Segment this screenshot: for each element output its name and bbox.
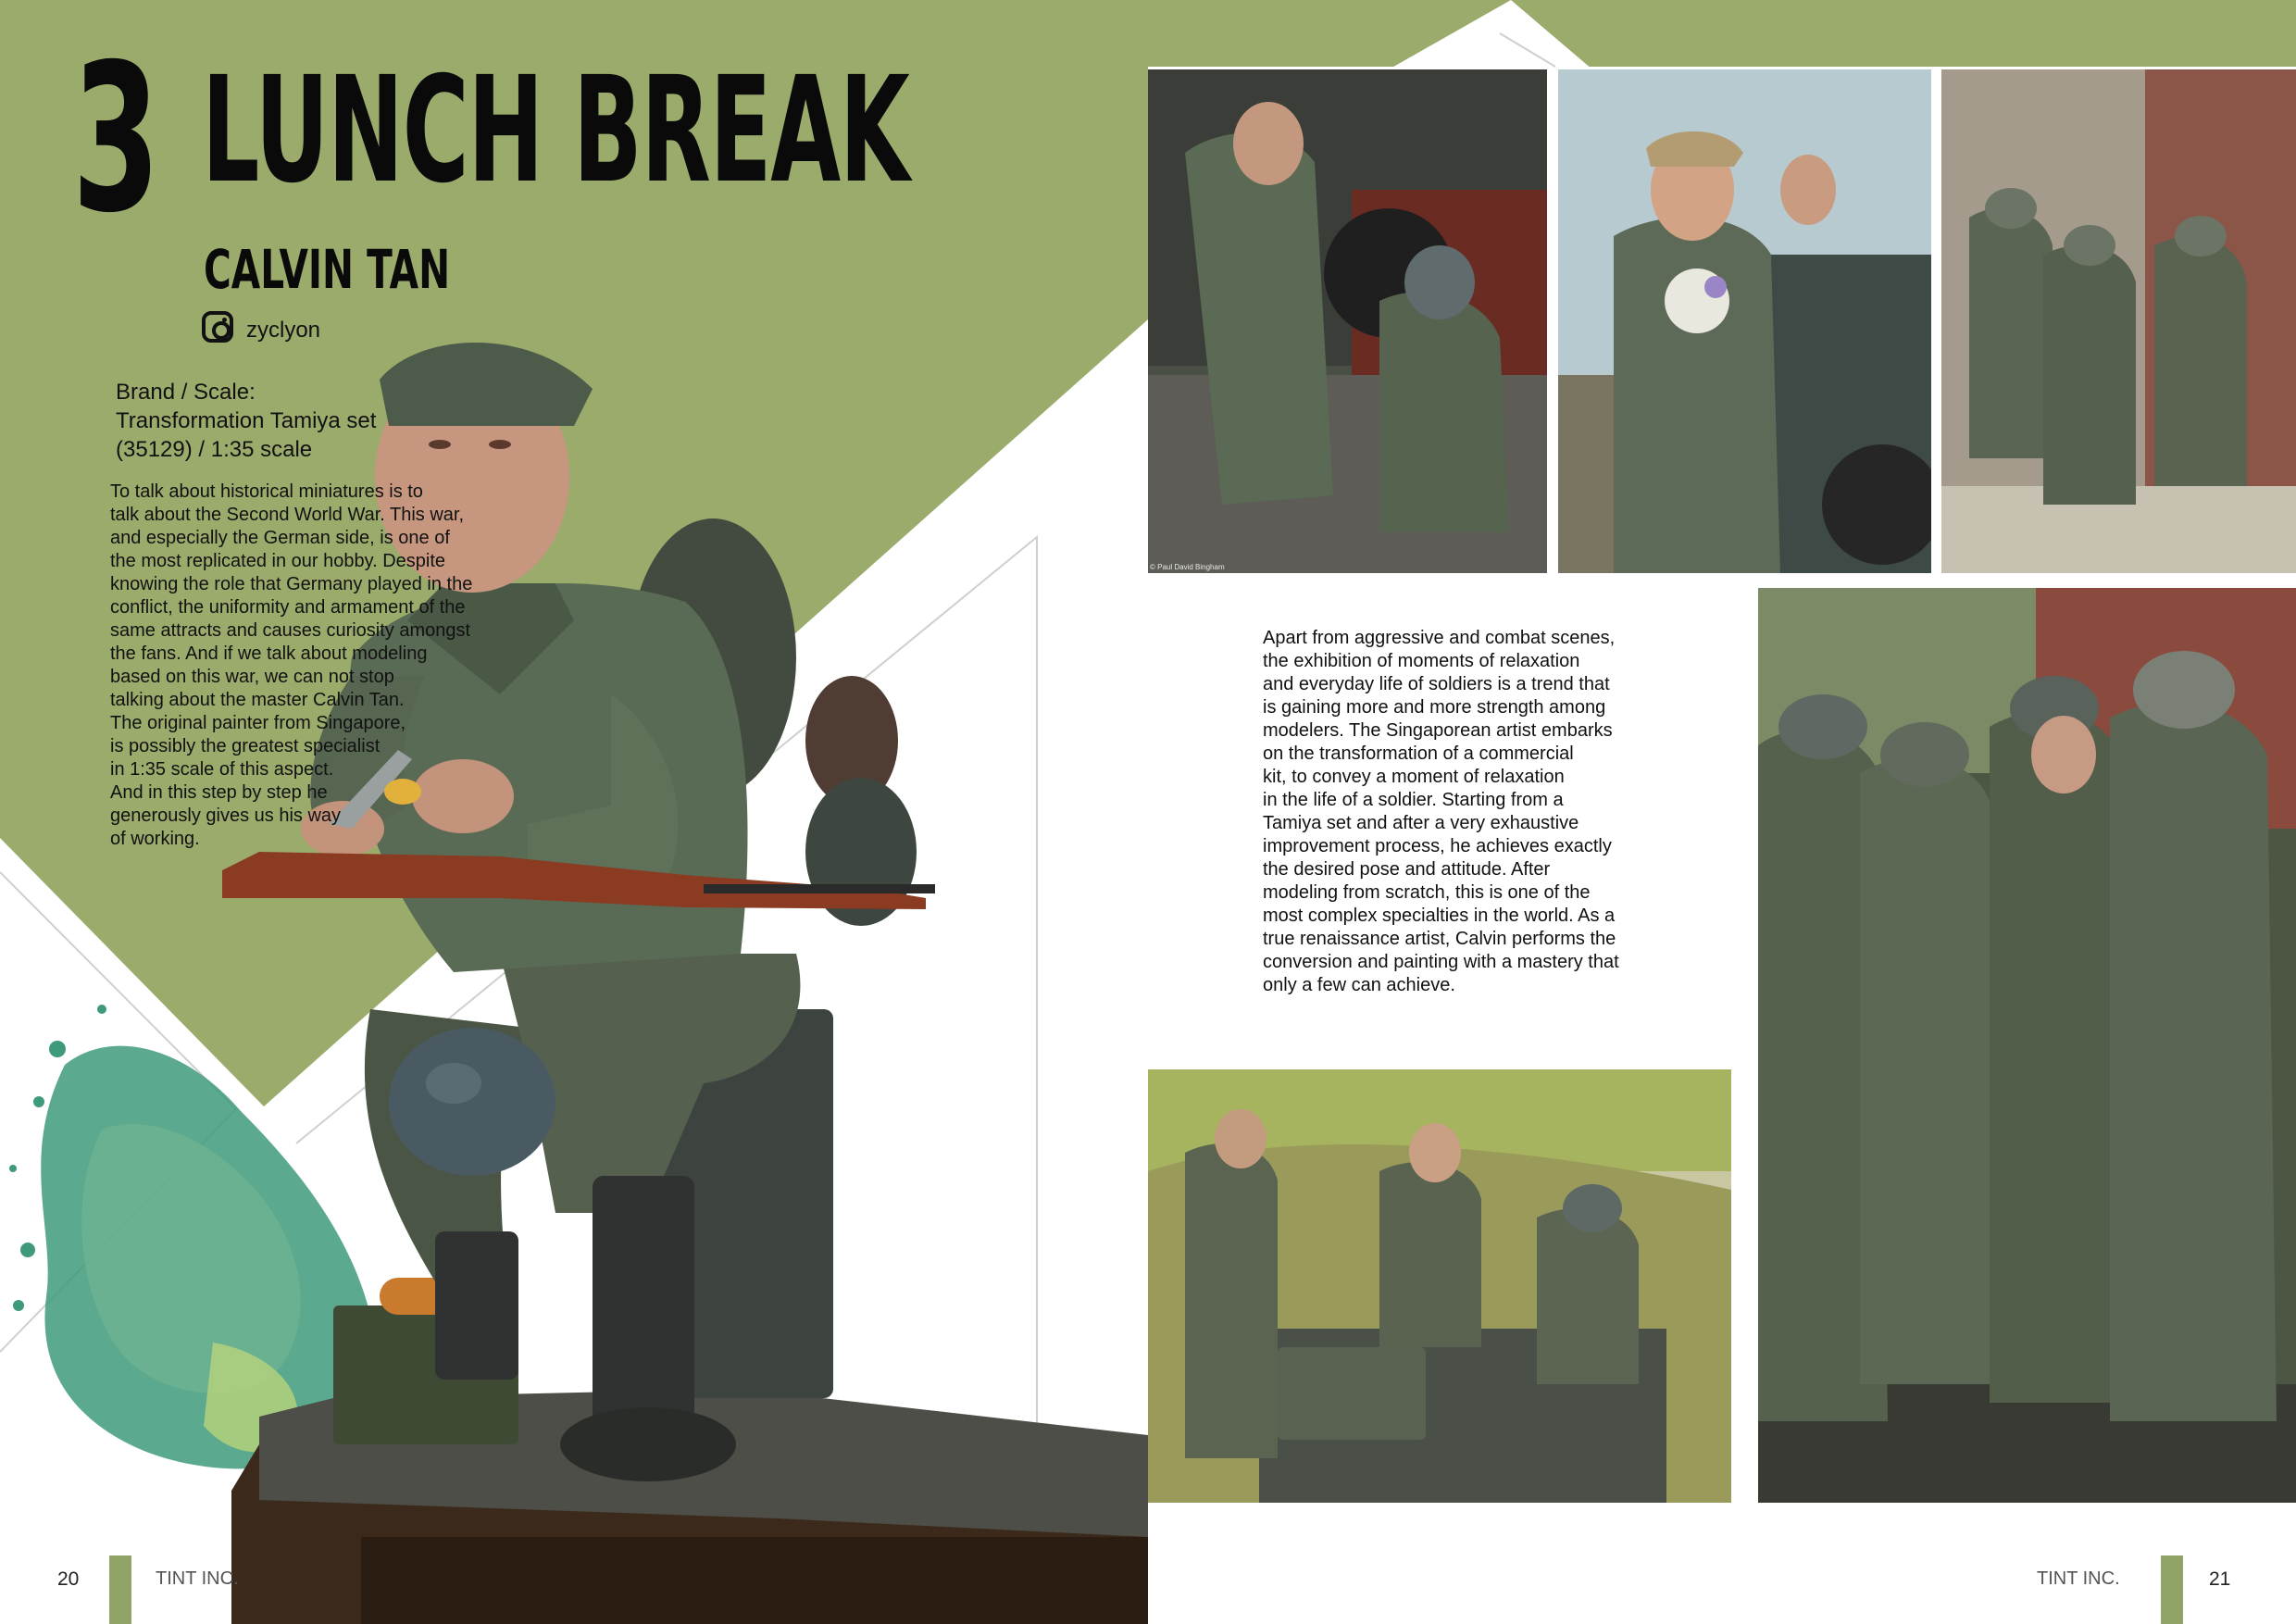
- text-line: Apart from aggressive and combat scenes,: [1263, 628, 1616, 648]
- text-line: the fans. And if we talk about modeling: [110, 643, 428, 664]
- text-line: only a few can achieve.: [1263, 975, 1455, 995]
- footer-bar-right: [2161, 1555, 2183, 1624]
- text-line: of working.: [110, 829, 200, 849]
- author-name: CALVIN TAN: [204, 238, 451, 301]
- text-line: And in this step by step he: [110, 782, 328, 803]
- text-line: true renaissance artist, Calvin performs the: [1263, 929, 1616, 949]
- text-line: on the transformation of a commercial: [1263, 743, 1574, 764]
- text-line: and everyday life of soldiers is a trend that: [1263, 674, 1610, 694]
- text-line: same attracts and causes curiosity amongst: [110, 620, 471, 641]
- description-paragraph: [1263, 627, 1744, 997]
- text-line: talking about the master Calvin Tan.: [110, 690, 405, 710]
- magazine-name-right: TINT INC.: [2037, 1568, 2120, 1589]
- text-line: most complex specialties in the world. As a: [1263, 906, 1616, 926]
- text-line: talk about the Second World War. This war,: [110, 505, 465, 525]
- brand-scale-info: [116, 378, 468, 464]
- article-title: LUNCH BREAK: [202, 45, 909, 216]
- text-line: modelers. The Singaporean artist embarks: [1263, 720, 1613, 741]
- page-number-right: 21: [2209, 1568, 2231, 1590]
- text-line: generously gives us his way: [110, 806, 342, 826]
- green-band-shape: [1148, 0, 2296, 67]
- text-line: the most replicated in our hobby. Despite: [110, 551, 446, 571]
- brand-scale-value: (35129) / 1:35 scale: [116, 437, 313, 462]
- brand-scale-kit: Transformation Tamiya set: [116, 408, 377, 433]
- photo-soldiers-wall: [1941, 69, 2296, 573]
- text-line: and especially the German side, is one of: [110, 528, 450, 548]
- text-line: is gaining more and more strength among: [1263, 697, 1606, 718]
- text-line: To talk about historical miniatures is to: [110, 481, 423, 502]
- instagram-handle[interactable]: zyclyon: [246, 318, 321, 343]
- text-line: Tamiya set and after a very exhaustive: [1263, 813, 1579, 833]
- photo-soldiers-train: [1148, 69, 1547, 573]
- text-line: based on this war, we can not stop: [110, 667, 394, 687]
- photo-soldier-flowers: [1558, 69, 1931, 573]
- text-line: conversion and painting with a mastery that: [1263, 952, 1619, 972]
- instagram-icon: [202, 311, 233, 343]
- text-line: the desired pose and attitude. After: [1263, 859, 1551, 880]
- photo-soldiers-motorcycle: [1148, 1069, 1731, 1503]
- text-line: kit, to convey a moment of relaxation: [1263, 767, 1565, 787]
- magazine-name-left: TINT INC.: [156, 1568, 239, 1589]
- text-line: modeling from scratch, this is one of the: [1263, 882, 1591, 903]
- text-line: knowing the role that Germany played in the: [110, 574, 473, 594]
- photo-credit: © Paul David Bingham: [1150, 563, 1225, 571]
- text-line: The original painter from Singapore,: [110, 713, 406, 733]
- photo-soldiers-group: [1758, 588, 2296, 1503]
- text-line: in the life of a soldier. Starting from a: [1263, 790, 1564, 810]
- page-number-left: 20: [57, 1568, 80, 1590]
- text-line: the exhibition of moments of relaxation: [1263, 651, 1580, 671]
- text-line: in 1:35 scale of this aspect.: [110, 759, 334, 780]
- text-line: is possibly the greatest specialist: [110, 736, 381, 756]
- step-number: 3: [72, 20, 158, 257]
- footer-bar-left: [109, 1555, 131, 1624]
- text-line: improvement process, he achieves exactly: [1263, 836, 1612, 856]
- intro-paragraph: [110, 481, 545, 851]
- brand-scale-label: Brand / Scale:: [116, 380, 256, 405]
- text-line: conflict, the uniformity and armament of the: [110, 597, 466, 618]
